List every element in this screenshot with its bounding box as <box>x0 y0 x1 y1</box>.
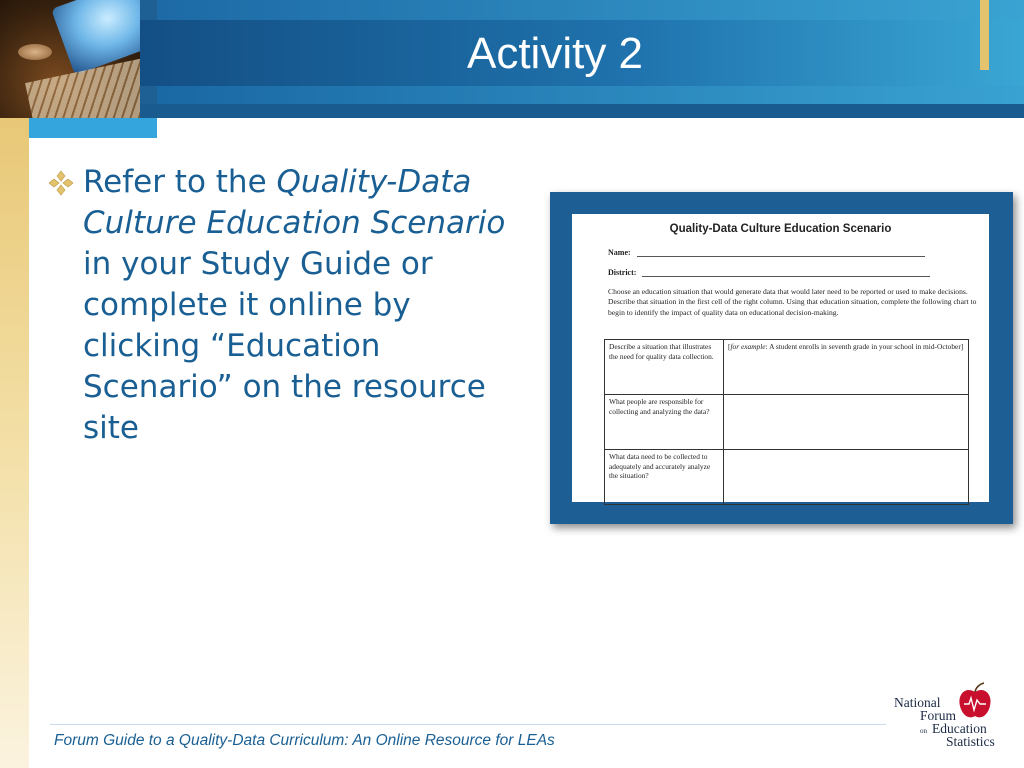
gold-accent-bar <box>980 0 989 70</box>
logo-line-forum: Forum <box>920 708 957 723</box>
header-band <box>0 0 1024 118</box>
name-field <box>608 248 925 257</box>
laptop-photo <box>0 0 140 118</box>
logo-line-on: on <box>920 727 927 735</box>
header-top-strip <box>157 0 1024 20</box>
example-italic: for example <box>730 342 766 351</box>
table-cell-prompt: What people are responsible for collecting and analyzing the data? <box>605 395 724 450</box>
left-accent-bar <box>0 118 29 768</box>
nfes-logo <box>892 680 1012 752</box>
document-instructions: Choose an education situation that would generate data that would later need to be reported or used to make decisions. Describe that situation in the first cell of the right column. Using that education situation, complete the following chart to begin to identify the impact of quality data on educational decision-making. <box>608 287 977 317</box>
header-base <box>140 104 1024 118</box>
district-line <box>642 275 930 277</box>
scenario-table <box>604 339 969 505</box>
table-cell-example: [for example: A student enrolls in seventh grade in your school in mid-October] <box>724 340 969 395</box>
document-page <box>572 214 989 502</box>
table-row <box>605 395 969 450</box>
table-cell-answer <box>724 450 969 505</box>
name-label: Name: <box>608 248 631 257</box>
slide-title: Activity 2 <box>466 29 644 78</box>
table-row <box>605 340 969 395</box>
diamond-bullet-icon <box>48 170 74 196</box>
name-line <box>637 255 925 257</box>
table-cell-prompt: What data need to be collected to adequately and accurately analyze the situation? <box>605 450 724 505</box>
apple-icon <box>956 682 994 722</box>
footer-text: Forum Guide to a Quality-Data Curriculum: An Online Resource for LEAs <box>54 732 555 749</box>
logo-line-statistics: Statistics <box>946 734 995 749</box>
footer-divider <box>50 724 886 725</box>
bullet-italic-title: Quality-Data Culture Education Scenario <box>83 164 506 241</box>
table-cell-prompt: Describe a situation that illustrates the need for quality data collection. <box>605 340 724 395</box>
bullet-text-start: Refer to the <box>83 164 277 200</box>
district-field <box>608 268 930 277</box>
logo-line-national: National <box>894 695 941 710</box>
table-row <box>605 450 969 505</box>
table-cell-answer <box>724 395 969 450</box>
bullet-item <box>48 162 528 449</box>
example-rest: : A student enrolls in seventh grade in your school in mid-October] <box>765 342 964 351</box>
logo-line-education: Education <box>932 721 987 736</box>
document-image-frame <box>550 192 1013 524</box>
bullet-text <box>83 162 528 449</box>
bullet-text-end: in your Study Guide or complete it online by clicking “Education Scenario” on the resource site <box>83 246 486 446</box>
document-title: Quality-Data Culture Education Scenario <box>669 223 892 235</box>
header-bottom-strip <box>157 86 1024 104</box>
district-label: District: <box>608 268 637 277</box>
mouse <box>18 44 52 60</box>
accent-square <box>29 118 157 138</box>
